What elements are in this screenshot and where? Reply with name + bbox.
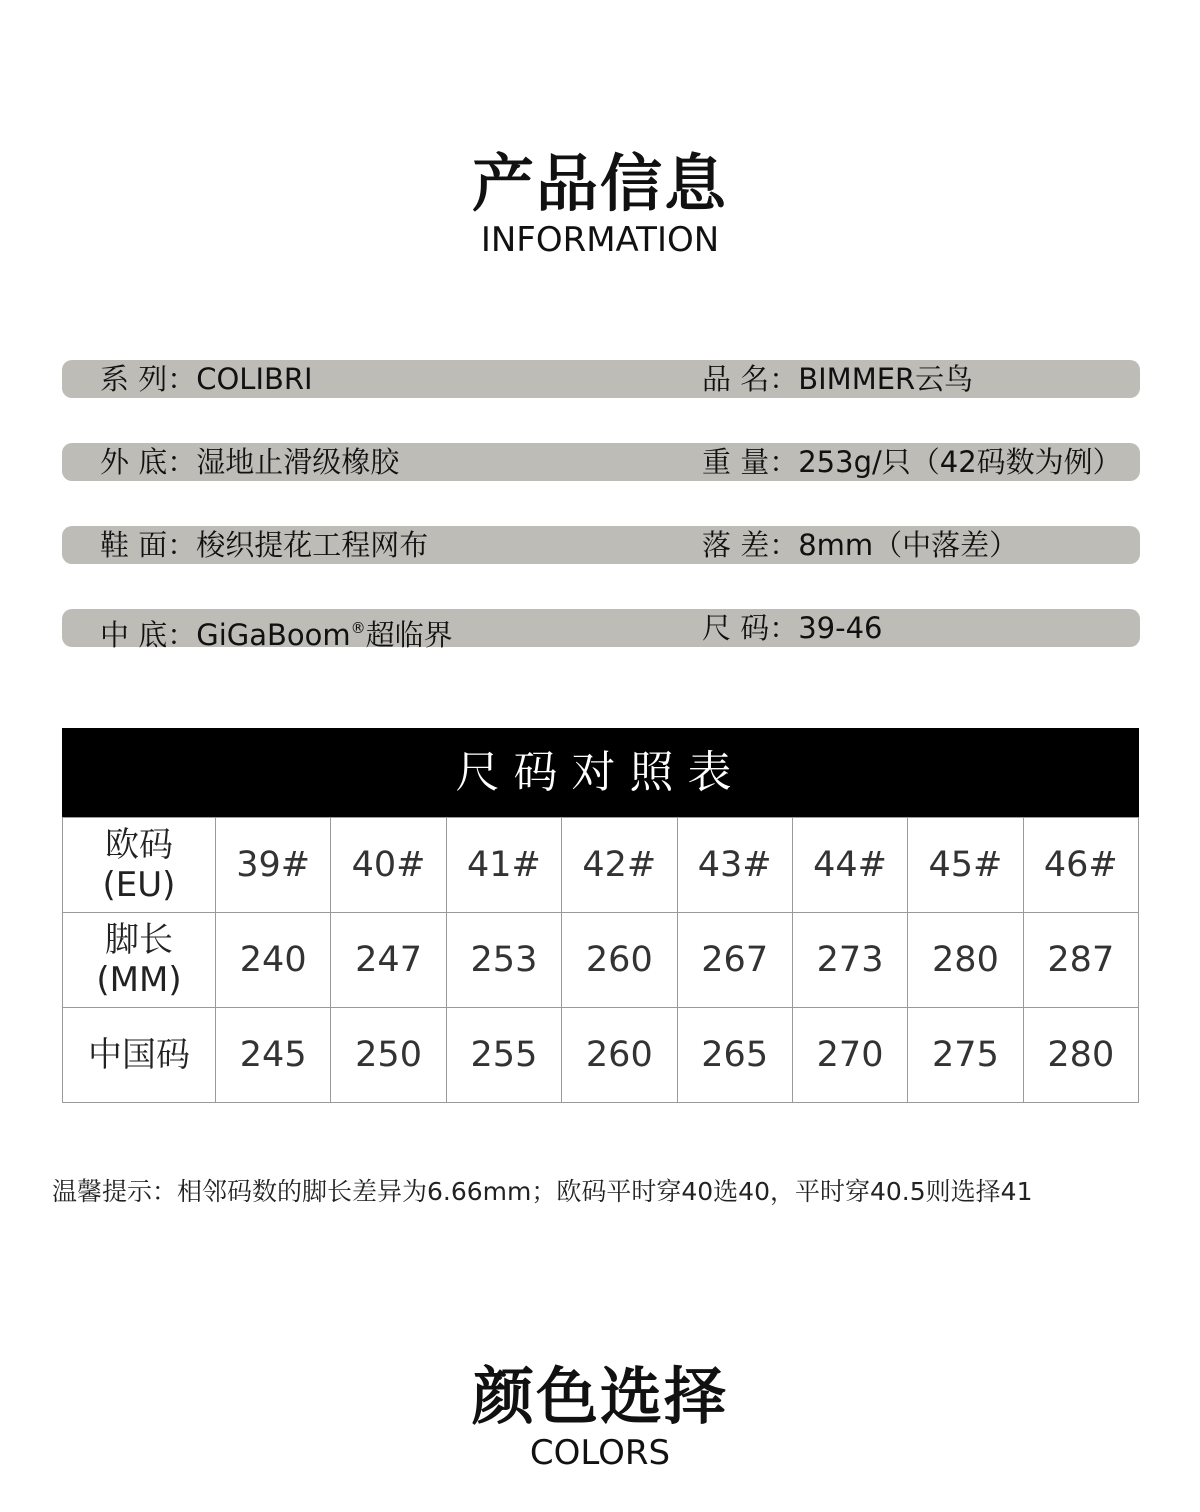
row-header-cn-size: 中国码 (63, 1008, 216, 1103)
table-cell: 273 (792, 913, 907, 1008)
spec-midsole: 中 底：GiGaBoom®超临界 (100, 618, 453, 652)
table-cell: 40# (331, 818, 446, 913)
table-row (63, 818, 1139, 913)
row-header-eu: 欧码 (EU) (63, 818, 216, 913)
size-chart (62, 728, 1139, 1103)
table-cell: 42# (562, 818, 677, 913)
spec-drop: 落 差：8mm（中落差） (702, 528, 1019, 562)
table-cell: 240 (216, 913, 331, 1008)
spec-weight: 重 量：253g/只（42码数为例） (702, 445, 1122, 479)
spec-sizes: 尺 码：39-46 (702, 611, 883, 645)
colors-title-cn: 颜色选择 (471, 1360, 728, 1433)
information-title-en: INFORMATION (480, 220, 720, 260)
table-cell: 275 (908, 1008, 1023, 1103)
table-cell: 255 (446, 1008, 561, 1103)
table-row (63, 1008, 1139, 1103)
colors-header (0, 1360, 1200, 1473)
spec-upper: 鞋 面：梭织提花工程网布 (100, 528, 429, 562)
table-cell: 250 (331, 1008, 446, 1103)
size-tip: 温馨提示：相邻码数的脚长差异为6.66mm；欧码平时穿40选40，平时穿40.5则选择41 (52, 1177, 1033, 1206)
table-cell: 260 (562, 913, 677, 1008)
row-header-foot-length: 脚长 (MM) (63, 913, 216, 1008)
information-header (0, 147, 1200, 260)
table-row (63, 913, 1139, 1008)
spec-row (62, 360, 1140, 398)
spec-series: 系 列：COLIBRI (100, 362, 313, 396)
spec-row (62, 443, 1140, 481)
table-cell: 270 (792, 1008, 907, 1103)
table-cell: 265 (677, 1008, 792, 1103)
table-cell: 253 (446, 913, 561, 1008)
table-cell: 46# (1023, 818, 1138, 913)
table-cell: 280 (1023, 1008, 1138, 1103)
table-cell: 39# (216, 818, 331, 913)
table-cell: 267 (677, 913, 792, 1008)
spec-row (62, 609, 1140, 652)
size-chart-title: 尺码对照表 (62, 728, 1139, 817)
table-cell: 247 (331, 913, 446, 1008)
table-cell: 44# (792, 818, 907, 913)
spec-row (62, 526, 1140, 564)
table-cell: 245 (216, 1008, 331, 1103)
size-chart-table (62, 817, 1139, 1103)
spec-outsole: 外 底：湿地止滑级橡胶 (100, 445, 400, 479)
table-cell: 45# (908, 818, 1023, 913)
information-title-cn: 产品信息 (471, 147, 728, 220)
spec-product-name: 品 名：BIMMER云鸟 (702, 362, 974, 396)
table-cell: 280 (908, 913, 1023, 1008)
table-cell: 260 (562, 1008, 677, 1103)
table-cell: 287 (1023, 913, 1138, 1008)
table-cell: 41# (446, 818, 561, 913)
colors-title-en: COLORS (529, 1433, 671, 1473)
table-cell: 43# (677, 818, 792, 913)
